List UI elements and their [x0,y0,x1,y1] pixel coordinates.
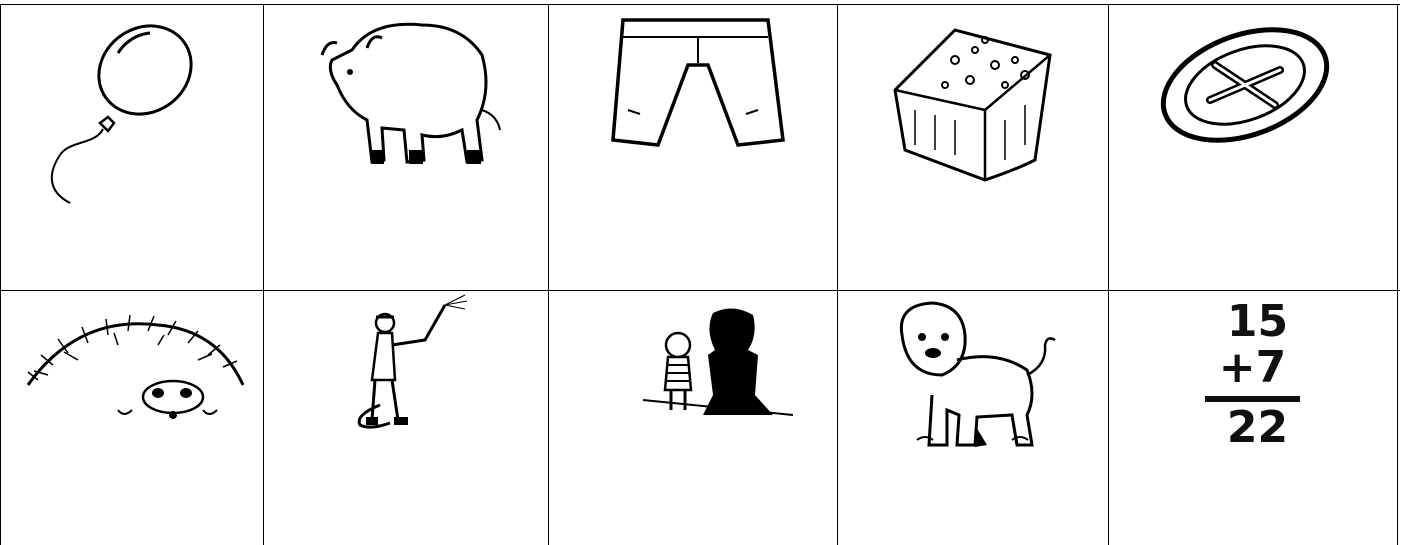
firefighter-hose-icon [350,295,470,435]
addend-bottom: +7 [1218,342,1287,393]
lion-icon [887,295,1062,455]
addend-top: 15 [1226,296,1289,347]
grid-line-middle [0,290,1400,291]
grid-line-top [0,4,1400,5]
grid-line-4 [1108,4,1109,545]
grid-line-2 [548,4,549,545]
hedgehog-icon [18,305,248,425]
buffalo-icon [312,10,512,180]
button-icon [1155,25,1335,145]
balloon-icon [40,15,240,215]
grid-line-left [0,4,1,545]
pants-icon [608,15,788,155]
addition-problem [1205,296,1300,453]
grid-line-right [1397,4,1398,545]
sponge-icon [885,20,1065,190]
boy-shadow-icon [643,305,793,420]
grid-line-1 [263,4,264,545]
grid-line-3 [837,4,838,545]
sum: 22 [1226,402,1289,453]
